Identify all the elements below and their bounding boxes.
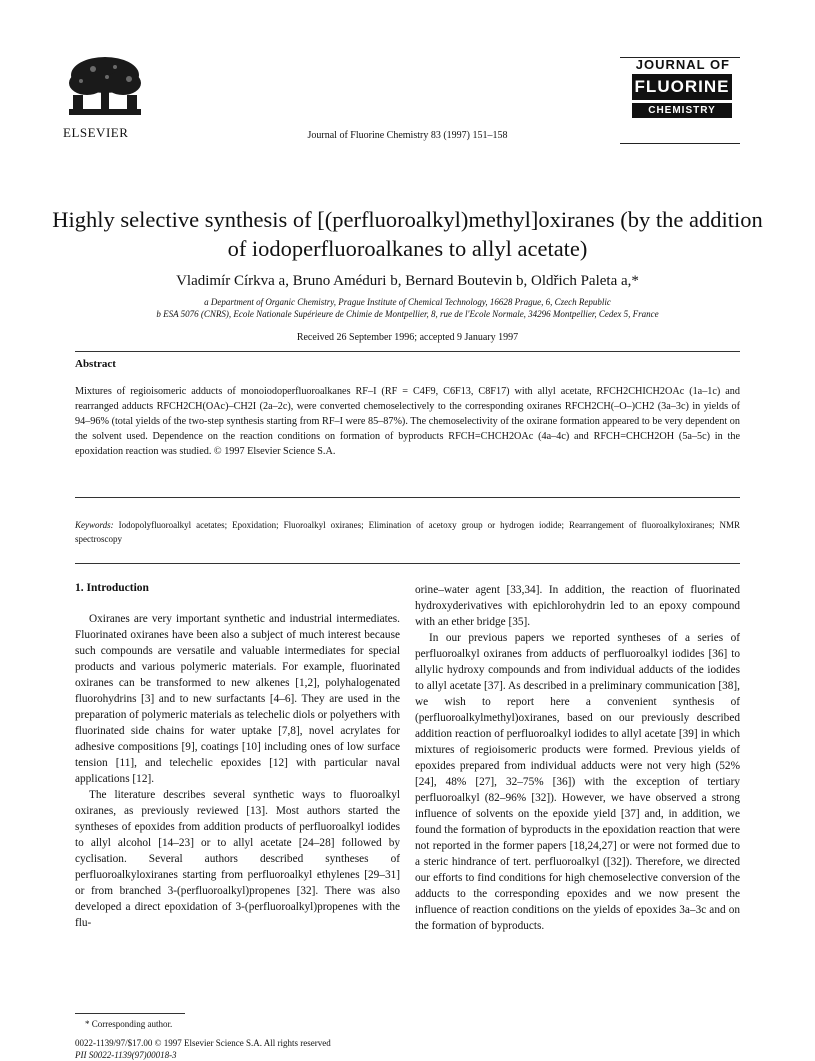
affiliation-a: a Department of Organic Chemistry, Prague Institute of Chemical Technology, 16628 Prague, 6, Czech Republic [204,297,611,307]
paragraph: The literature describes several synthetic ways to fluoroalkyl oxiranes, as previously reviewed [13]. Most authors started the syntheses of epoxides from addition products of perfluoroalkyl iodides to allyl alcohol [14–23] or to allyl acetate [24–28] followed by cyclisation. Several authors described syntheses of perfluoroalkyloxiranes starting from perfluoroalkyl ethylenes [29–31] or from branched 3-(perfluoroalkyl)propenes [32]. There was also developed a direct epoxidation of 3-(perfluoroalkyl)propenes with the flu- [75,789,400,929]
journal-logo-line2: FLUORINE [632,74,732,100]
author-list: Vladimír Církva a, Bruno Améduri b, Bernard Boutevin b, Oldřich Paleta a,* [176,273,639,289]
keywords-label: Keywords: [75,520,114,530]
section-heading: 1. Introduction [75,582,149,594]
divider [75,497,740,498]
article-title: Highly selective synthesis of [(perfluoroalkyl)methyl]oxiranes (by the addition of iodoperfluoroalkanes to allyl acetate) [52,207,763,261]
keywords [75,518,740,546]
copyright-line: 0022-1139/97/$17.00 © 1997 Elsevier Science S.A. All rights reserved [75,1038,331,1048]
paragraph: In our previous papers we reported syntheses of a series of perfluoroalkyl oxiranes from adducts of perfluoroalkyl iodides [36] to allylic hydroxy compounds and from individual adducts of the iodides to allyl acetate [37]. As described in a preliminary communication [38], we wish to report here a convenient synthesis of (perfluoroalkylmethyl)oxiranes, based on our previously described addition reaction of perfluoroalkyl iodides to allyl acetate [39] in which mixtures of regioisomeric products were formed. Previous yields of epoxides prepared from individual adducts were not very high (52% [24], 48% [27], 32–75% [36]) with the exception of tertiary perfluoroalkyl (82–96% [32]). However, we have observed a strong influence of solvents on the epoxide yield [37] and, in addition, we found the formation of byproducts in the epoxidation reaction that were not reported in the former papers [18,24,27] or were not formed due to a steric hindrance of tert. perfluoroalkyl ([32]). Therefore, we directed our efforts to find conditions for high chemoselective conversion of the adducts to the corresponding epoxides and we now present the influence of reaction conditions on the yields of epoxides 3a–3c and on the formation of byproducts. [415,632,740,932]
footnote: * Corresponding author. [85,1019,173,1029]
left-column [75,611,400,931]
elsevier-tree-logo [63,55,147,119]
logo-bottom-rule [620,143,740,144]
pii-line: PII S0022-1139(97)00018-3 [75,1050,177,1060]
journal-logo [632,57,732,118]
divider [75,351,740,352]
footnote-rule [75,1013,185,1014]
keywords-text: Iodopolyfluoroalkyl acetates; Epoxidation; Fluoroalkyl oxiranes; Elimination of acetoxy group or hydrogen iodide; Rearrangement of fluoroalkyloxiranes; NMR spectroscopy [75,520,741,544]
journal-logo-line3: CHEMISTRY [632,103,732,118]
journal-logo-line1: JOURNAL OF [635,57,730,72]
publisher-name: ELSEVIER [63,125,129,140]
abstract-heading: Abstract [75,358,116,370]
paragraph: Oxiranes are very important synthetic and industrial intermediates. Fluorinated oxiranes have been also a subject of much interest because such compounds are versatile and valuable intermediates for special products and various polymeric materials. For example, fluorinated oxiranes can be transformed to new alkenes [1,2], polyhalogenated fluorohydrins [3] and to new surfactants [4–6]. They are used in the preparation of polymeric materials as telechelic diols or polyethers with fluorinated side chains for water uptake [7,8], novel acrylates for adhesive compositions [9], coatings [10] including ones of low surface tension [11], and telechelic epoxides [12] with particular naval applications [12]. [75,613,400,785]
abstract-text: Mixtures of regioisomeric adducts of monoiodoperfluoroalkanes RF–I (RF = C4F9, C6F13, C8F17) with allyl acetate, RFCH2CHICH2OAc (1a–1c) and rearranged adducts RFCH2CH(OAc)–CH2I (2a–2c), were converted chemoselectively to the corresponding oxiranes RFCH2CH(–O–)CH2 (3a–3c) in yields of 94–96% (total yields of the two-step synthesis starting from RF–I were 85–87%). The chemoselectivity of the oxirane formation appeared to be very dependent on the solvent used. Dependence on the reaction conditions on formation of byproducts RFCH=CHCH2OAc (4a–4c) and RFCH=CHCH2OH (5a–5c) in the epoxidation reaction was studied. © 1997 Elsevier Science S.A. [75,386,740,457]
paragraph: orine–water agent [33,34]. In addition, the reaction of fluorinated hydroxyderivatives with epichlorohydrin led to an epoxy compound with an ether bridge [35]. [415,584,740,628]
affiliation-b: b ESA 5076 (CNRS), Ecole Nationale Supérieure de Chimie de Montpellier, 8, rue de l'Ecole Normale, 34296 Montpellier, Cedex 5, France [156,309,659,319]
journal-citation: Journal of Fluorine Chemistry 83 (1997) 151–158 [307,130,508,141]
copyright-block [75,1037,331,1061]
right-column [415,582,740,934]
received-dates: Received 26 September 1996; accepted 9 January 1997 [296,332,519,343]
divider [75,563,740,564]
